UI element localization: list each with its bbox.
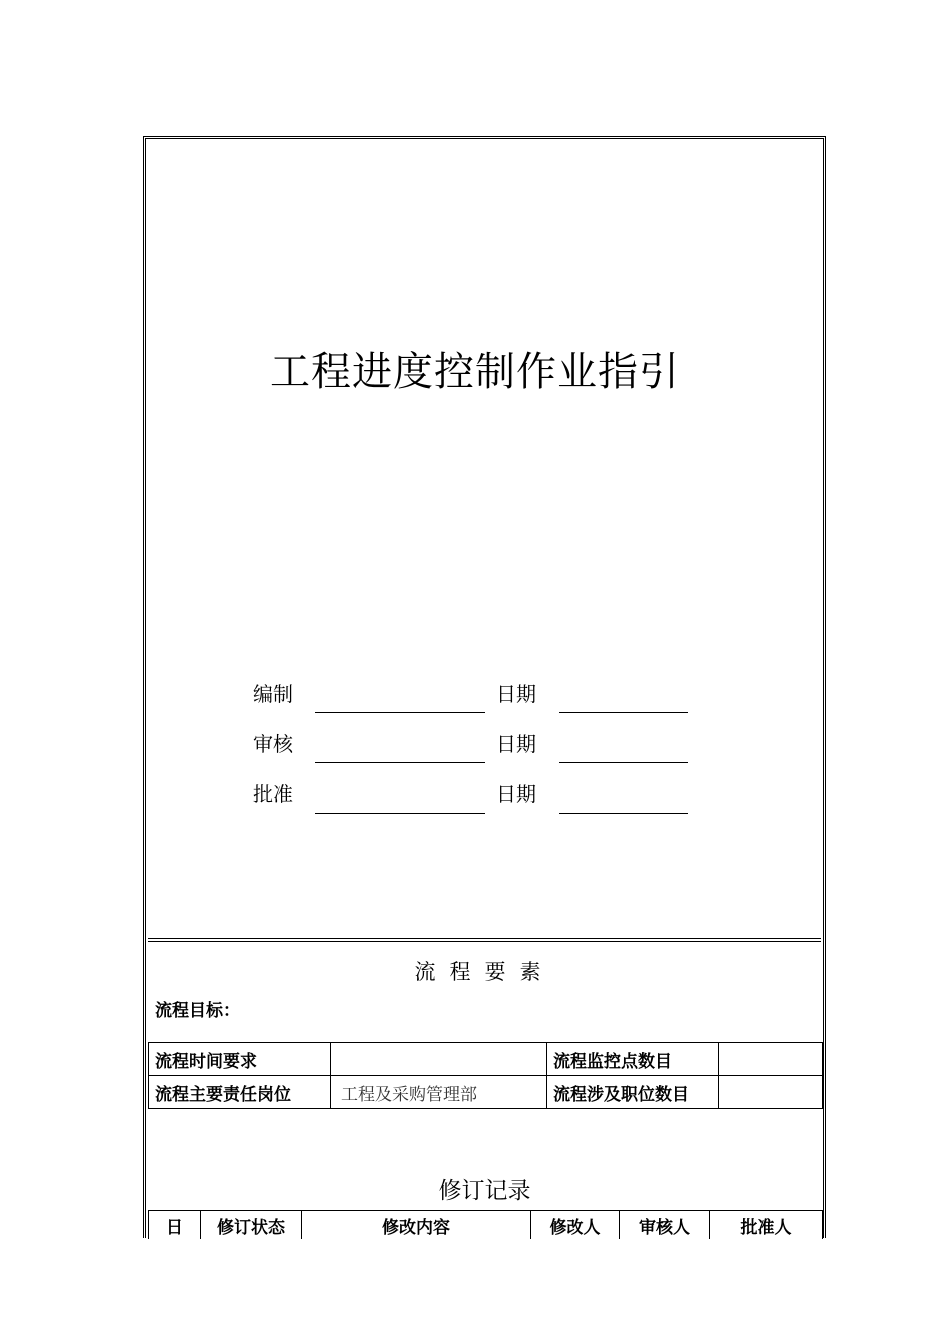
document-title: 工程进度控制作业指引 [270,349,680,395]
sig-approve-line[interactable] [315,813,485,814]
responsible-position-label: 流程主要责任岗位 [149,1076,331,1109]
revision-header-row [149,1211,823,1240]
col-header-approver: 批准人 [710,1211,823,1240]
process-goal-label: 流程目标： [155,1001,240,1021]
sig-role-label-review: 审核 [253,732,293,756]
monitor-points-value[interactable] [719,1043,823,1076]
revision-table [148,1210,823,1239]
sig-edit-line[interactable] [315,712,485,713]
sig-review-line[interactable] [315,762,485,763]
sig-date-label-approve: 日期 [496,782,536,806]
sig-role-label-edit: 编制 [253,682,293,706]
sig-role-label-approve: 批准 [253,782,293,806]
col-header-content: 修改内容 [302,1211,531,1240]
sig-approve-date-line[interactable] [559,813,688,814]
positions-count-label: 流程涉及职位数目 [547,1076,719,1109]
table-row [149,1076,823,1109]
sig-date-label-edit: 日期 [496,682,536,706]
col-header-status: 修订状态 [201,1211,302,1240]
sig-review-date-line[interactable] [559,762,688,763]
time-requirement-label: 流程时间要求 [149,1043,331,1076]
revision-record-title: 修订记录 [438,1178,531,1204]
table-row [149,1043,823,1076]
col-header-reviewer: 审核人 [620,1211,710,1240]
sig-edit-date-line[interactable] [559,712,688,713]
process-info-table [148,1042,823,1109]
time-requirement-value[interactable] [331,1043,547,1076]
positions-count-value[interactable] [719,1076,823,1109]
section-divider [148,938,821,942]
monitor-points-label: 流程监控点数目 [547,1043,719,1076]
responsible-position-value[interactable]: 工程及采购管理部 [331,1076,547,1109]
sig-date-label-review: 日期 [496,732,536,756]
col-header-modifier: 修改人 [531,1211,620,1240]
col-header-date: 日 [149,1211,201,1240]
process-section-title: 流程要素 [414,960,555,984]
